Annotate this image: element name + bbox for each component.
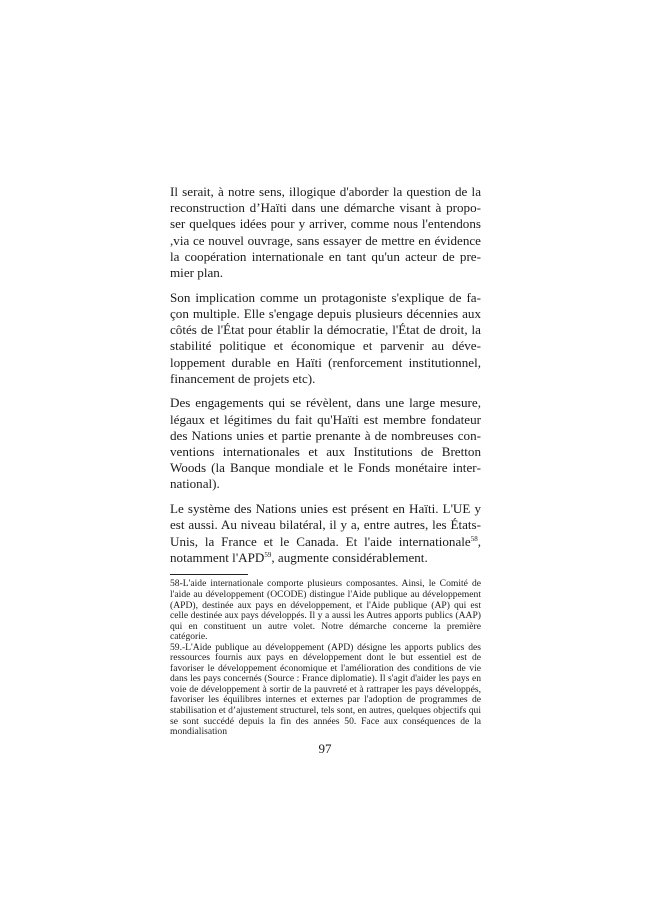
footnote-59: 59.-L'Aide publique au développement (APD) désigne les apports publics des ressources fournis aux pays en développement dont le but essentiel est de favoriser le développement économique et l'amélioration des conditions de vie dans les pays concernés (Source : France diplomatie). Il s'agit d'aider les pays en voie de développement à sortir de la pauvreté et à rattraper les pays développés, favoriser les équilibres internes et externes par l'adoption de programmes de stabilisation et d’ajustement structurel, tels sont, en autres, quelques objectifs qui se sont succédé depuis la fin des années 50. Face aux conséquences de la mondialisation — [170, 641, 481, 738]
footnote-58: 58-L'aide internationale comporte plusieurs composantes. Ainsi, le Comité de l'aide au développement (OCODE) distingue l'Aide publique au développement (APD), destinée aux pays en développement, et l'Aide publique (AP) qui est celle destinée aux pays développés. Il y a aussi les Autres apports publics (AAP) qui en constituent un autre volet. Notre démarche concerne la première catégorie. — [170, 578, 481, 643]
paragraph-3: Des engagements qui se révèlent, dans une large mesure, légaux et légitimes du fait qu'Haïti est membre fondateur des Nations unies et partie prenante à de nombreuses conventions internationales et aux Institutions de Bretton Woods (la Banque mondiale et le Fonds monétaire international). — [170, 395, 481, 492]
paragraph-4 — [170, 501, 481, 566]
paragraph-4-text-3: , augmente considérablement. — [271, 549, 428, 565]
page-content — [170, 184, 481, 738]
page-number: 97 — [318, 741, 332, 756]
footnote-separator — [170, 574, 248, 575]
footnote-ref-58[interactable]: 58 — [470, 534, 478, 543]
paragraph-4-text-2: , notamment l'APD — [170, 533, 481, 565]
paragraph-4-text-1: Le système des Nations unies est présent en Haïti. L'UE y est aussi. Au niveau bilatéral, il y a, entre autres, les États-Unis, la France et le Canada. Et l'aide internationale — [170, 501, 481, 549]
footnote-ref-59[interactable]: 59 — [264, 550, 272, 559]
paragraph-2: Son implication comme un protagoniste s'explique de façon multiple. Elle s'engage depuis plusieurs décennies aux côtés de l'État pour établir la démocratie, l'État de droit, la stabilité politique et économique et parvenir au développement durable en Haïti (renforcement institutionnel, financement de projets etc). — [170, 289, 481, 386]
paragraph-1: Il serait, à notre sens, illogique d'aborder la question de la reconstruction d’Haïti dans une démarche visant à proposer quelques idées pour y arriver, comme nous l'entendons ,via ce nouvel ouvrage, sans essayer de mettre en évidence la coopération internationale en tant qu'un acteur de premier plan. — [170, 184, 481, 281]
